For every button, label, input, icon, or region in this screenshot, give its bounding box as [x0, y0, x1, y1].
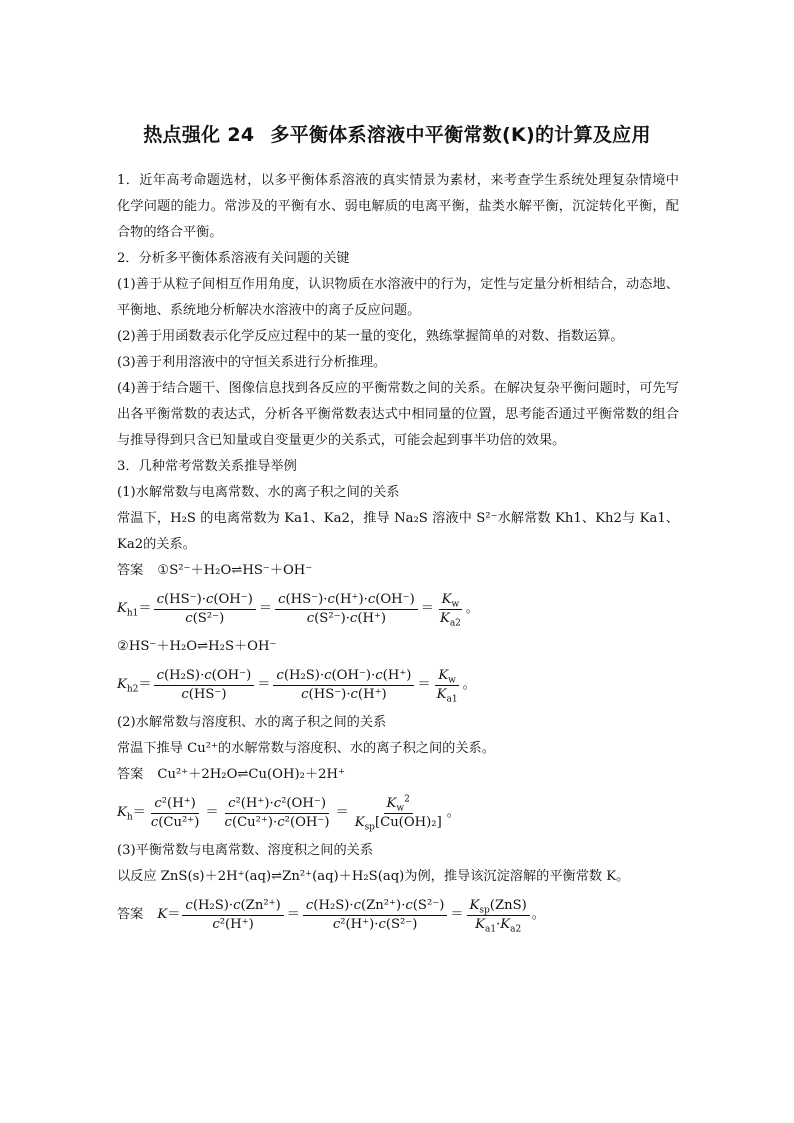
section-3-question: 以反应 ZnS(s)＋2H⁺(aq)⇌Zn²⁺(aq)＋H₂S(aq)为例，推导该沉淀溶解的平衡常数 K。	[117, 869, 630, 884]
page-title	[0, 120, 794, 147]
answer-label: 答案	[117, 907, 144, 922]
equilibrium-1: ①S²⁻＋H₂O⇌HS⁻＋OH⁻	[157, 563, 313, 578]
title-number: 热点强化 24	[143, 124, 255, 146]
paragraph-2-4: (4)善于结合题干、图像信息找到各反应的平衡常数之间的关系。在解决复杂平衡问题时，可先写出各平衡常数的表达式，分析各平衡常数表达式中相同量的位置，思考能否通过平衡常数的组合与推导得到只含已知量或自变量更少的关系式，可能会起到事半功倍的效果。	[117, 381, 679, 448]
paragraph-2-1: (1)善于从粒子间相互作用角度，认识物质在水溶液中的行为，定性与定量分析相结合，动态地、平衡地、系统地分析解决水溶液中的离子反应问题。	[117, 277, 679, 318]
section-3-heading: (3)平衡常数与电离常数、溶度积之间的关系	[117, 843, 374, 858]
formula-kh-cu: $K_h=$ $\frac{\text{c²(H⁺)}}{\text{c(Cu²⁺)}}$ ＝ $\frac{\text{c²(H⁺)·c²(OH⁻)}}{\text{c(Cu²⁺)·c²(OH⁻)}}$ ＝ $\frac{K_w^2}{K_{sp}[Cu(OH)_2]}$ 。	[117, 794, 460, 833]
paragraph-2-2: (2)善于用函数表示化学反应过程中的某一量的变化，熟练掌握简单的对数、指数运算。	[117, 329, 624, 344]
answer-label: 答案	[117, 767, 144, 782]
answer-1-line	[117, 558, 679, 584]
section-2-heading: (2)水解常数与溶度积、水的离子积之间的关系	[117, 715, 387, 730]
section-2-question: 常温下推导 Cu²⁺的水解常数与溶度积、水的离子积之间的关系。	[117, 741, 495, 756]
document-body	[117, 168, 679, 940]
equilibrium-2: ②HS⁻＋H₂O⇌H₂S＋OH⁻	[117, 639, 277, 654]
heading-2: 2．分析多平衡体系溶液有关问题的关键	[117, 251, 350, 266]
formula-k-zns: 答案 K＝ $\frac{\text{c(H₂S)·c(Zn²⁺)}}{\text{c²(H⁺)}}$ ＝ $\frac{\text{c(H₂S)·c(Zn²⁺)·c(S²⁻)}}{\text{c²(H⁺)·c(S²⁻)}}$ ＝ $\frac{K_{sp}(ZnS)}{K_{a1}\cdot K_{a2}}$ 。	[117, 897, 545, 935]
paragraph-2-3: (3)善于利用溶液中的守恒关系进行分析推理。	[117, 355, 387, 370]
section-1-heading: (1)水解常数与电离常数、水的离子积之间的关系	[117, 485, 400, 500]
title-text: 多平衡体系溶液中平衡常数(K)的计算及应用	[270, 124, 651, 146]
formula-kh2: $K_{h2}=$ $\frac{\text{c(H₂S)·c(OH⁻)}}{c(HS^-)}$ ＝ $\frac{\text{c(H₂S)·c(OH⁻)·c(H⁺)}}{c(HS^-)\cdot c(H^+)}$ ＝ $\frac{K_w}{K_{a1}}$ 。	[117, 667, 476, 705]
formula-kh1: $K_{h1}=$ $\frac{c(HS^-)\cdot c(OH^-)}{\text{c(S²⁻)}}$ ＝ $\frac{c(HS^-)\cdot c(H^+)\cdot c(OH^-)}{\text{c(S²⁻)·c(H⁺)}}$ ＝ $\frac{K_w}{K_{a2}}$ 。	[117, 591, 480, 629]
paragraph-intro: 1．近年高考命题选材，以多平衡体系溶液的真实情景为素材，来考查学生系统处理复杂情境中化学问题的能力。常涉及的平衡有水、弱电解质的电离平衡，盐类水解平衡，沉淀转化平衡，配合物的络合平衡。	[117, 173, 679, 240]
equilibrium-3: Cu²⁺＋2H₂O⇌Cu(OH)₂＋2H⁺	[157, 767, 345, 782]
answer-label: 答案	[117, 563, 144, 578]
answer-2-line	[117, 762, 679, 788]
section-1-question: 常温下，H₂S 的电离常数为 Ka1、Ka2，推导 Na₂S 溶液中 S²⁻水解常数 Kh1、Kh2与 Ka1、Ka2的关系。	[117, 511, 679, 552]
heading-3: 3．几种常考常数关系推导举例	[117, 459, 297, 474]
